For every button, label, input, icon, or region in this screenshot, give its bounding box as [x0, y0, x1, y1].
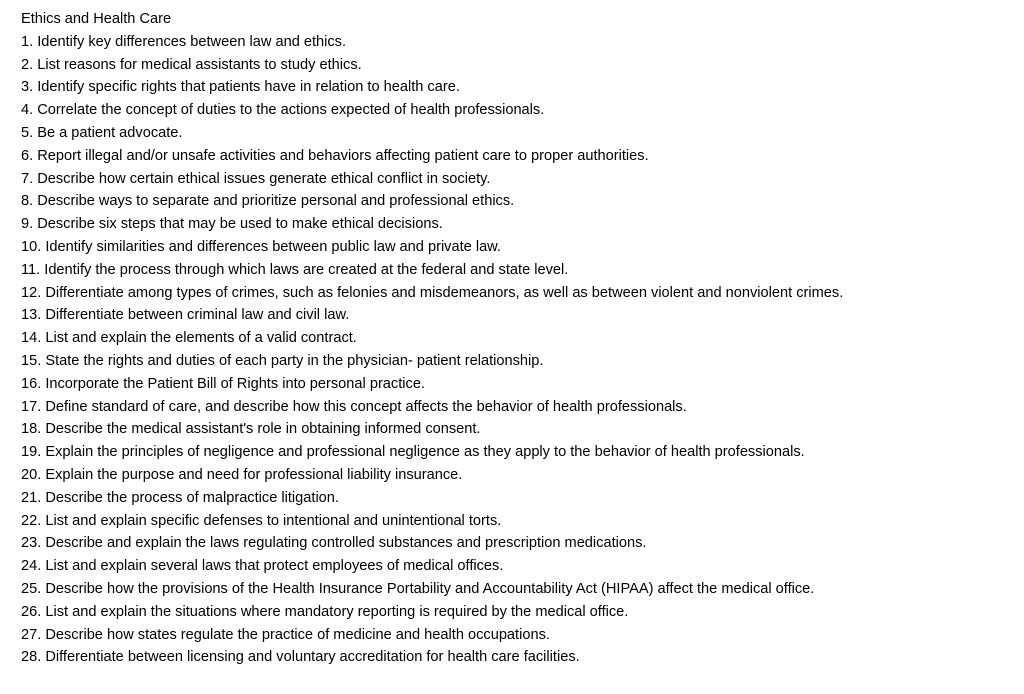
- list-item: 15. State the rights and duties of each party in the physician- patient relationship.: [21, 352, 544, 369]
- document: [21, 8, 1011, 669]
- list-item: 19. Explain the principles of negligence and professional negligence as they apply to the behavior of health professionals.: [21, 444, 805, 461]
- objectives-list: [21, 31, 1011, 669]
- list-item: 28. Differentiate between licensing and voluntary accreditation for health care facilities.: [21, 649, 580, 666]
- list-item: 21. Describe the process of malpractice litigation.: [21, 489, 339, 506]
- document-title: Ethics and Health Care: [21, 11, 172, 27]
- list-item: 23. Describe and explain the laws regulating controlled substances and prescription medications.: [21, 535, 647, 552]
- list-item: 12. Differentiate among types of crimes, such as felonies and misdemeanors, as well as between violent and nonviolent crimes.: [21, 284, 844, 301]
- list-item: 25. Describe how the provisions of the Health Insurance Portability and Accountability Act (HIPAA) affect the medical office.: [21, 580, 815, 597]
- list-item: 14. List and explain the elements of a valid contract.: [21, 330, 357, 347]
- list-item: 26. List and explain the situations where mandatory reporting is required by the medical office.: [21, 603, 629, 620]
- list-item: 3. Identify specific rights that patients have in relation to health care.: [21, 79, 460, 96]
- list-item: 18. Describe the medical assistant's role in obtaining informed consent.: [21, 421, 481, 438]
- list-item: 1. Identify key differences between law and ethics.: [21, 33, 347, 50]
- list-item: 13. Differentiate between criminal law and civil law.: [21, 307, 350, 324]
- list-item: 6. Report illegal and/or unsafe activities and behaviors affecting patient care to proper authorities.: [21, 147, 649, 164]
- list-item: 11. Identify the process through which laws are created at the federal and state level.: [21, 261, 569, 278]
- list-item: 4. Correlate the concept of duties to the actions expected of health professionals.: [21, 102, 545, 119]
- list-item: 7. Describe how certain ethical issues generate ethical conflict in society.: [21, 170, 491, 187]
- list-item: 8. Describe ways to separate and prioritize personal and professional ethics.: [21, 193, 515, 210]
- list-item: 10. Identify similarities and differences between public law and private law.: [21, 238, 501, 255]
- list-item: 17. Define standard of care, and describe how this concept affects the behavior of health professionals.: [21, 398, 687, 415]
- list-item: 16. Incorporate the Patient Bill of Rights into personal practice.: [21, 375, 425, 392]
- list-item: 5. Be a patient advocate.: [21, 124, 183, 141]
- list-item: 27. Describe how states regulate the practice of medicine and health occupations.: [21, 626, 550, 643]
- list-item: 24. List and explain several laws that protect employees of medical offices.: [21, 558, 504, 575]
- list-item: 2. List reasons for medical assistants to study ethics.: [21, 56, 362, 73]
- list-item: 20. Explain the purpose and need for professional liability insurance.: [21, 466, 463, 483]
- list-item: 9. Describe six steps that may be used to make ethical decisions.: [21, 216, 443, 233]
- list-item: 22. List and explain specific defenses to intentional and unintentional torts.: [21, 512, 502, 529]
